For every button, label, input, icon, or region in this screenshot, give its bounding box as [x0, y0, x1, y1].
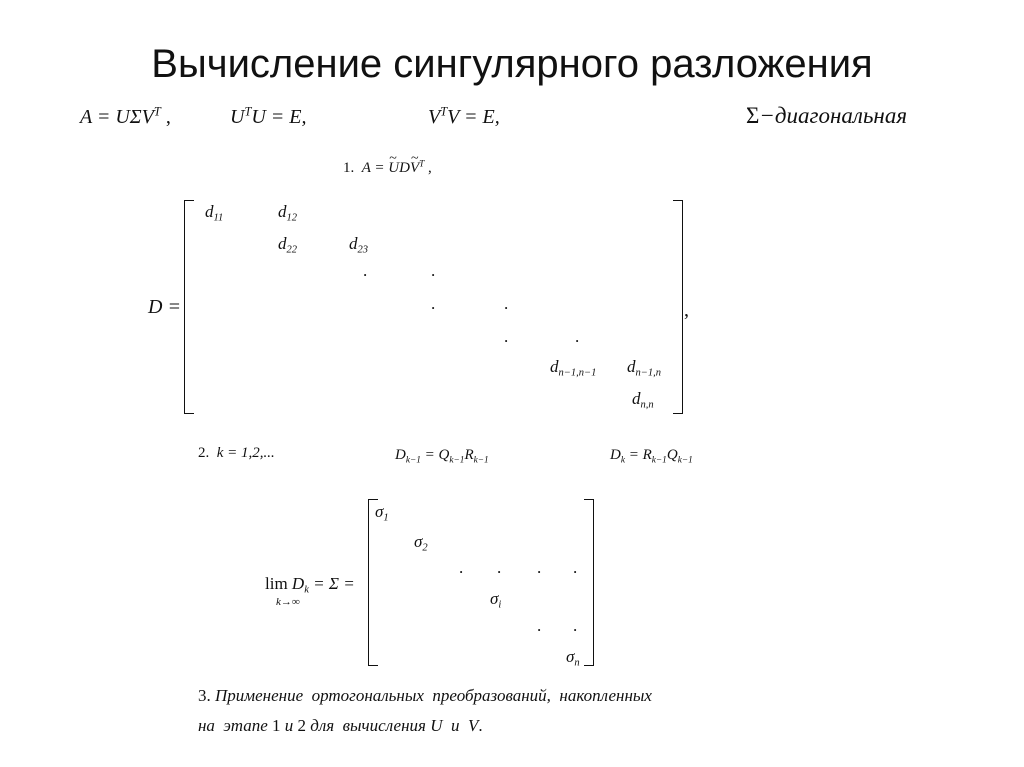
sigma-diagonal-note: Σ−диагональная: [746, 103, 908, 128]
matrix-entry: $d_{12}$: [278, 202, 298, 224]
v-orthogonal-formula: $V^TV = E$,: [428, 104, 500, 128]
matrix-d-left-bracket: [184, 200, 194, 414]
step2-k-range: 2. k = 1,2,...: [198, 445, 275, 461]
matrix-entry: $d_{22}$: [278, 234, 298, 256]
sigma-dot: .: [537, 616, 542, 635]
sigma-entry: $\sigma_n$: [566, 647, 580, 669]
matrix-dot: .: [504, 294, 509, 313]
matrix-dot: .: [431, 294, 436, 313]
limit-expression: $\lim D_k = \Sigma$ =: [265, 574, 355, 596]
sigma-entry: $\sigma_1$: [375, 502, 389, 524]
sigma-dot: .: [497, 558, 502, 577]
matrix-d-comma: ,: [684, 299, 689, 321]
sigma-entry: $\sigma_2$: [414, 532, 428, 554]
sigma-entry: $\sigma_i$: [490, 589, 502, 611]
svd-formula: $A = U\Sigma V^T$ ,: [80, 104, 171, 128]
matrix-entry: $d_{11}$: [205, 202, 224, 224]
matrix-sigma-right-bracket: [584, 499, 594, 666]
limit-subscript: k→∞: [276, 596, 300, 608]
step3-line2: на этапе 1 и 2 для вычисления U и V.: [198, 716, 483, 735]
sigma-dot: .: [537, 558, 542, 577]
step3-line1: 3. Применение ортогональных преобразований, накопленных: [198, 686, 652, 705]
matrix-entry: $d_{n,n}$: [632, 389, 654, 411]
matrix-entry: $d_{23}$: [349, 234, 369, 256]
page-title: Вычисление сингулярного разложения: [151, 42, 873, 86]
matrix-entry: $d_{n-1,n-1}$: [550, 357, 597, 379]
matrix-dot: .: [431, 261, 436, 280]
rq-product: $D_k = R_{k-1}Q_{k-1}$: [610, 447, 693, 466]
matrix-dot: .: [504, 327, 509, 346]
sigma-dot: .: [459, 558, 464, 577]
matrix-d-right-bracket: [673, 200, 683, 414]
sigma-dot: .: [573, 616, 578, 635]
sigma-dot: .: [573, 558, 578, 577]
u-orthogonal-formula: $U^TU = E$,: [230, 104, 307, 128]
matrix-sigma-left-bracket: [368, 499, 378, 666]
matrix-entry: $d_{n-1,n}$: [627, 357, 662, 379]
qr-decomposition: $D_{k-1} = Q_{k-1}R_{k-1}$: [395, 447, 489, 466]
matrix-dot: .: [575, 327, 580, 346]
matrix-dot: .: [363, 261, 368, 280]
step1-formula: 1. A = U ~DV ~$^T$ ,: [343, 161, 432, 176]
matrix-d-label: D =: [148, 296, 181, 318]
